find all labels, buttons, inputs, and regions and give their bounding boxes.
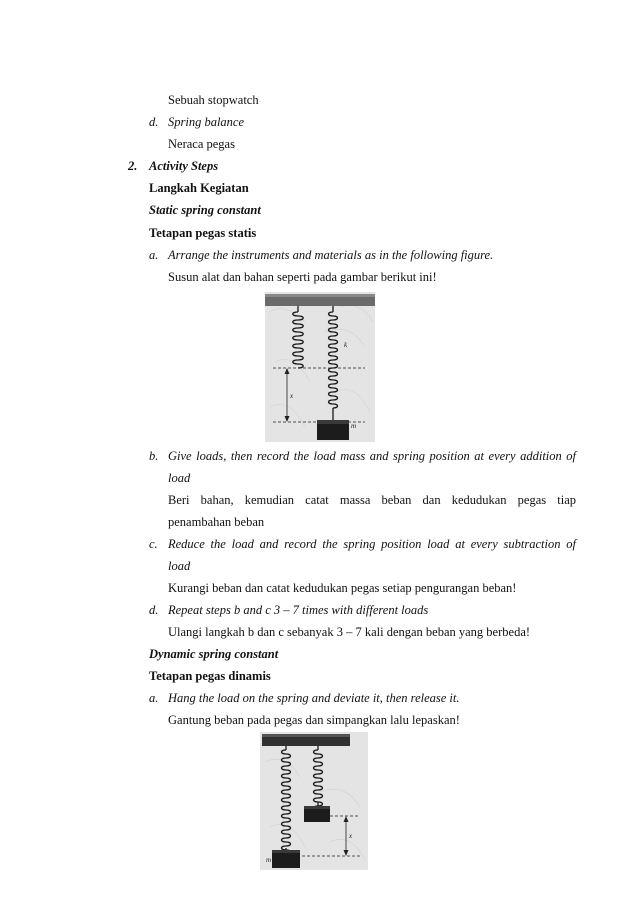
static-step-b-id-2: penambahan beban: [168, 515, 265, 529]
label-x: x: [290, 392, 294, 400]
static-step-c-en-2: load: [168, 559, 191, 573]
section-number: 2.: [128, 159, 138, 173]
stopwatch-text: Sebuah stopwatch: [168, 93, 259, 107]
step-marker: d.: [149, 603, 159, 617]
dynamic-spring-diagram: [260, 732, 368, 870]
dynamic-title-en: Dynamic spring constant: [149, 647, 279, 661]
static-step-c-en-1: Reduce the load and record the spring position load at every subtraction of: [168, 537, 576, 551]
dyn-label-x: x: [349, 832, 353, 840]
static-title-id: Tetapan pegas statis: [149, 226, 257, 240]
static-spring-figure: [265, 292, 375, 442]
dynamic-title-id: Tetapan pegas dinamis: [149, 669, 271, 683]
static-spring-diagram: [265, 292, 375, 442]
section-title-id: Langkah Kegiatan: [149, 181, 249, 195]
label-m: m: [351, 422, 357, 430]
static-step-a-id: Susun alat dan bahan seperti pada gambar berikut ini!: [168, 270, 437, 284]
static-step-b-en-2: load: [168, 471, 191, 485]
dyn-label-m: m: [266, 856, 272, 864]
section-title-en: Activity Steps: [149, 159, 219, 173]
static-step-b-id-1: Beri bahan, kemudian catat massa beban dan kedudukan pegas tiap: [168, 493, 576, 507]
static-step-a-en: Arrange the instruments and materials as in the following figure.: [168, 248, 494, 262]
step-marker: a.: [149, 691, 159, 705]
step-marker: b.: [149, 449, 159, 463]
static-title-en: Static spring constant: [149, 203, 261, 217]
dynamic-step-a-en: Hang the load on the spring and deviate it, then release it.: [168, 691, 460, 705]
step-marker: c.: [149, 537, 158, 551]
spring-balance-en: Spring balance: [168, 115, 245, 129]
static-step-b-en-1: Give loads, then record the load mass and spring position at every addition of: [168, 449, 576, 463]
static-step-d-id: Ulangi langkah b dan c sebanyak 3 – 7 kali dengan beban yang berbeda!: [168, 625, 531, 639]
label-k: k: [344, 341, 348, 349]
spring-balance-id: Neraca pegas: [168, 137, 235, 151]
dynamic-step-a-id: Gantung beban pada pegas dan simpangkan lalu lepaskan!: [168, 713, 460, 727]
static-step-c-id: Kurangi beban dan catat kedudukan pegas setiap pengurangan beban!: [168, 581, 517, 595]
list-marker-d: d.: [149, 115, 159, 129]
step-marker: a.: [149, 248, 159, 262]
static-step-d-en: Repeat steps b and c 3 – 7 times with different loads: [168, 603, 429, 617]
dynamic-spring-figure: [260, 732, 368, 870]
